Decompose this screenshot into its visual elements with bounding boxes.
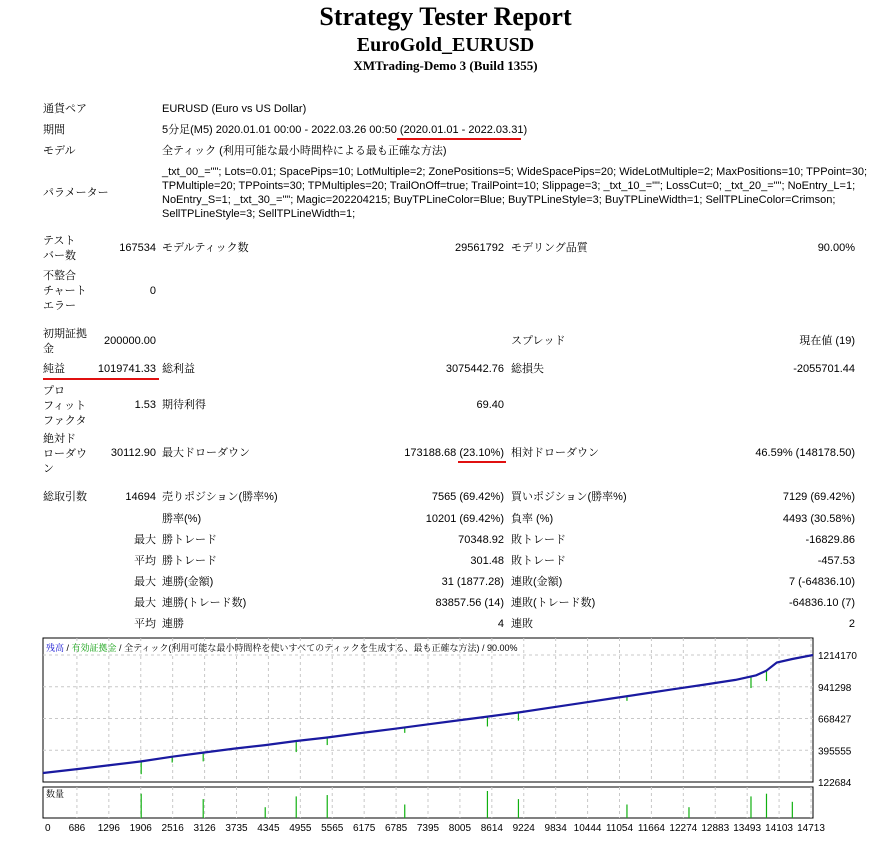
lossrate-label: 負率 (%) [511,513,554,525]
net-profit-label: 純益 [43,363,65,375]
chart-legend [46,642,517,653]
x-tick-label: 0 [45,823,51,834]
gross-profit-value: 3075442.76 [445,363,504,375]
x-tick-label: 1906 [129,823,152,834]
max-cons-losses-label: 連敗(金額) [511,576,563,588]
max-cons-losses-value: 7 (-64836.10) [788,576,855,588]
x-tick-label: 9834 [544,823,567,834]
period-range: (2020.01.01 - 2022.03.31) [399,124,528,136]
params-line-4: SellTPLineStyle=3; SellTPLineWidth=1; [162,208,356,220]
short-positions-value: 7565 (69.42%) [431,491,504,503]
deposit-value: 200000.00 [104,335,156,347]
rel-drawdown-value: 46.59% (148178.50) [755,447,855,459]
params-label: パラメーター [43,187,109,199]
abs-drawdown-value: 30112.90 [110,447,156,459]
short-positions-label: 売りポジション(勝率%) [162,491,278,503]
abs-drawdown-label: 絶対ド ローダウ ン [43,433,87,475]
largest-loss-value: -16829.86 [805,534,855,546]
gross-loss-label: 総損失 [511,363,544,375]
x-tick-label: 4955 [289,823,312,834]
server-name: XMTrading-Demo 3 (Build 1355) [353,58,538,73]
max-cons-loss-label: 連敗(トレード数) [511,597,596,609]
gross-profit-label: 総利益 [162,363,195,375]
y-tick-label: 941298 [818,682,852,694]
lossrate-value: 4493 (30.58%) [782,513,855,525]
y-tick-label: 395555 [818,746,852,758]
params-line-2: TPMultiple=20; TPPoints=30; TPMultiples=20; TrailOnOff=true; TrailPoint=10; Slippage=3; _txt_10_=""; LossCut=0; _txt_20_=""; NoEntry_L=1; [162,180,856,192]
x-tick-label: 14713 [797,823,825,834]
x-tick-label: 11664 [637,823,665,834]
legend-description: 全ティック(利用可能な最小時間枠を使いすべてのティックを生成する、最も正確な方法) / 90.00% [124,643,518,653]
x-tick-label: 11054 [605,823,634,834]
period-label: 期間 [43,124,65,136]
winrate-label: 勝率(%) [162,513,202,525]
largest-win-value: 70348.92 [458,534,504,546]
x-tick-label: 2516 [161,823,184,834]
ticks-label: モデルティック数 [162,242,249,254]
avg-win-label: 勝トレード [162,555,217,567]
quality-label: モデリング品質 [511,242,588,254]
expected-payoff-label: 期待利得 [162,399,206,411]
mismatch-value: 0 [149,285,156,297]
largest-loss-label: 敗トレード [511,534,566,546]
max-cons-profit-value: 83857.56 (14) [435,597,504,609]
total-trades-value: 14694 [125,491,156,503]
largest-prefix: 最大 [134,534,156,546]
avg-loss-value: -457.53 [817,555,855,567]
bars-value: 167534 [119,242,156,254]
avg-win-value: 301.48 [470,555,504,567]
x-tick-label: 6785 [384,823,408,834]
max-cons-loss-value: -64836.10 (7) [788,597,855,609]
max-cons-profit-label: 連勝(トレード数) [162,597,247,609]
deposit-label: 初期証拠 金 [43,328,87,355]
long-positions-label: 買いポジション(勝率%) [511,491,627,503]
x-tick-label: 5565 [321,823,344,834]
max-drawdown-percent: (23.10%) [459,447,504,459]
params-line-1: _txt_00_=""; Lots=0.01; SpacePips=10; LotMultiple=2; ZonePositions=5; WideSpacePips=20; WideLotMultiple=2; MaxPositions=10; TPPoint=30; [162,166,868,178]
max-cons-wins-value: 31 (1877.28) [441,576,504,588]
average-prefix: 平均 [134,555,156,567]
x-tick-label: 3126 [193,823,216,834]
symbol-label: 通貨ペア [43,103,87,115]
quality-value: 90.00% [817,242,855,254]
expected-payoff-value: 69.40 [476,399,504,411]
x-tick-label: 3735 [225,823,248,834]
max-cons-prefix: 最大 [134,576,156,588]
max-drawdown-label: 最大ドローダウン [162,447,250,459]
avg-cons-losses-value: 2 [848,618,855,630]
spread-value: 現在値 (19) [799,335,855,347]
x-tick-label: 9224 [512,823,535,834]
legend-equity: 有効証拠金 [71,643,117,653]
x-tick-label: 8614 [480,823,503,834]
x-tick-label: 12274 [669,823,698,834]
x-tick-label: 12883 [701,823,730,834]
period-dates: 5分足(M5) 2020.01.01 00:00 - 2022.03.26 00:50 [162,124,397,136]
x-tick-label: 686 [68,823,86,834]
profit-factor-value: 1.53 [134,399,156,411]
avg-cons-losses-label: 連敗 [511,618,533,630]
gross-loss-value: -2055701.44 [793,363,855,375]
rel-drawdown-label: 相対ドローダウン [511,447,599,459]
x-tick-label: 7395 [416,823,440,834]
x-tick-label: 10444 [573,823,602,834]
report-title: Strategy Tester Report [319,2,572,31]
x-tick-label: 13493 [733,823,762,834]
long-positions-value: 7129 (69.42%) [782,491,855,503]
avg-cons-prefix: 平均 [134,618,156,630]
legend-balance: 残高 [46,643,65,653]
bars-label: テスト バー数 [43,235,76,262]
x-tick-label: 14103 [765,823,793,834]
model-value: 全ティック (利用可能な最小時間枠による最も正確な方法) [162,145,447,157]
avg-loss-label: 敗トレード [511,555,566,567]
max-cons-count-prefix: 最大 [134,597,156,609]
params-line-3: NoEntry_S=1; _txt_30_=""; Magic=202204215; BuyTPLineColor=Blue; BuyTPLineStyle=3; BuyTPLineWidth=1; SellTPLineColor=Crimson; [162,194,836,206]
avg-cons-wins-value: 4 [497,618,504,630]
net-profit-value: 1019741.33 [97,363,156,375]
x-tick-label: 8005 [448,823,472,834]
y-tick-label: 668427 [818,714,852,726]
avg-cons-wins-label: 連勝 [162,618,184,630]
max-drawdown-amount: 173188.68 [404,447,457,459]
x-tick-label: 6175 [353,823,376,834]
winrate-value: 10201 (69.42%) [425,513,504,525]
ticks-value: 29561792 [455,242,504,254]
y-tick-label: 1214170 [818,651,857,662]
x-tick-label: 1296 [97,823,120,834]
model-label: モデル [43,145,76,157]
total-trades-label: 総取引数 [43,491,87,503]
max-cons-wins-label: 連勝(金額) [162,576,214,588]
y-tick-label: 122684 [818,778,852,789]
legend-sep: / [64,643,72,653]
largest-win-label: 勝トレード [162,534,217,546]
spread-label: スプレッド [511,335,566,347]
profit-factor-label: プロ フィット ファクタ [43,385,87,427]
legend-sep: / [116,643,125,653]
symbol-value: EURUSD (Euro vs US Dollar) [162,103,307,115]
volume-label: 数量 [46,789,65,799]
mismatch-label: 不整合 チャート エラー [43,270,87,312]
x-tick-label: 4345 [257,823,280,834]
ea-name: EuroGold_EURUSD [356,34,535,56]
